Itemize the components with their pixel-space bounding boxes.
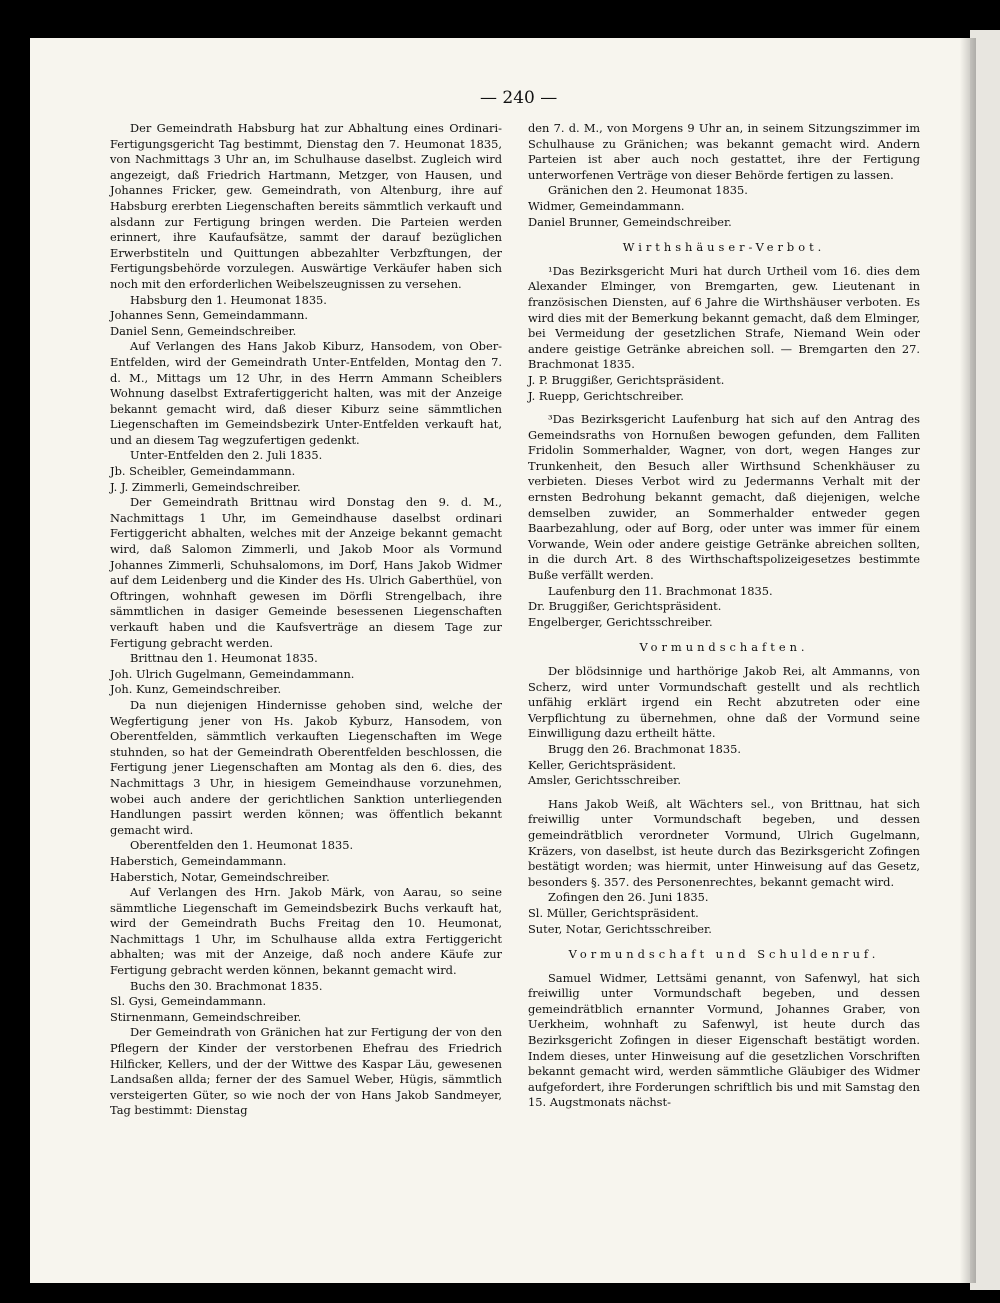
signature: Amsler, Gerichtsschreiber. bbox=[528, 773, 681, 788]
signature: J. J. Zimmerli, Gemeindschreiber. bbox=[110, 479, 301, 494]
signature: J. Ruepp, Gerichtschreiber. bbox=[528, 388, 684, 403]
signature: Jb. Scheibler, Gemeindammann. bbox=[110, 464, 296, 479]
notice-date: Habsburg den 1. Heumonat 1835. bbox=[130, 292, 327, 307]
notice-safenwyl: Samuel Widmer, Lettsämi genannt, von Safenwyl, hat sich freiwillig unter Vormundschaft begeben, und dessen gemeindrätblich ernannter Vormund, Johannes Graber, von Uerkheim, wohnhaft zu Safenwyl, ist heute durch das Bezirksgericht Zofingen in dieser Eigenschaft bestätigt worden. Indem dieses, unter Hinweisung auf die gesetzlichen Vorschriften bekannt gemacht wird, werden sämmtliche Gläubiger des Widmer aufgefordert, ihre Forderungen schriftlich bis und mit Samstag den 15. Augstmonats nächst- bbox=[528, 970, 920, 1110]
signature: Daniel Senn, Gemeindschreiber. bbox=[110, 323, 297, 338]
notice-habsburg: Der Gemeindrath Habsburg hat zur Abhaltung eines Ordinari-Fertigungsgericht Tag bestimmt, Dienstag den 7. Heumonat 1835, von Nachmittags 3 Uhr an, im Schulhause daselbst. Zugleich wird angezeigt, daß Friedrich Hartmann, Metzger, von Hausen, und Johannes Fricker, gew. Gemeindrath, von Altenburg, ihre auf Habsburg ererbten Liegenschaften bereits sämmtlich verkauft und alsdann zur Fertigung bringen werden. Die Parteien werden erinnert, ihre Kaufaufsätze, sammt der darauf bezüglichen Erwerbstiteln und Quittungen abbezahlter Verbzftungen, der Fertigungsbehörde vorzulegen. Auswärtige Verkäufer haben sich noch mit den erforderlichen Weibelszeugnissen zu versehen. bbox=[110, 121, 502, 291]
right-column bbox=[528, 121, 920, 1111]
signature: Haberstich, Gemeindammann. bbox=[110, 853, 287, 868]
notice-date: Gränichen den 2. Heumonat 1835. bbox=[548, 183, 748, 198]
signature: Daniel Brunner, Gemeindschreiber. bbox=[528, 214, 732, 229]
signature: Haberstich, Notar, Gemeindschreiber. bbox=[110, 869, 330, 884]
signature: Sl. Müller, Gerichtspräsident. bbox=[528, 905, 699, 920]
section-heading: Vormundschaften. bbox=[639, 640, 809, 655]
signature: J. P. Bruggißer, Gerichtspräsident. bbox=[528, 372, 725, 387]
notice-scherz: Der blödsinnige und harthörige Jakob Rei, alt Ammanns, von Scherz, wird unter Vormundschaft gestellt und als rechtlich unfähig erklärt irgend ein Recht abzutreten oder eine Verpflichtung zu übernehmen, ohne daß der Vormund seine Einwilligung dazu ertheilt hätte. bbox=[528, 664, 920, 741]
notice-date: Oberentfelden den 1. Heumonat 1835. bbox=[130, 838, 354, 853]
signature: Joh. Kunz, Gemeindschreiber. bbox=[110, 682, 282, 697]
section-heading: Wirthshäuser-Verbot. bbox=[622, 240, 826, 255]
notice-brittnau: Der Gemeindrath Brittnau wird Donstag den 9. d. M., Nachmittags 1 Uhr, im Gemeindhause daselbst ordinari Fertiggericht abhalten, welches mit der Anzeige bekannt gemacht wird, daß Salomon Zimmerli, und Jakob Moor als Vormund Johannes Zimmerli, Schuhsalomons, im Dorf, Hans Jakob Widmer auf dem Leidenberg und die Kinder des Hs. Ulrich Gaberthüel, von Oftringen, wohnhaft gewesen im Dörfli Strengelbach, ihre sämmtlichen in dasiger Gemeinde besessenen Liegenschaften verkauft haben und die Kaufsverträge an diesem Tage zur Fertigung gebracht werden. bbox=[110, 495, 502, 650]
signature: Widmer, Gemeindammann. bbox=[528, 198, 685, 213]
notice-date: Brittnau den 1. Heumonat 1835. bbox=[130, 651, 318, 666]
page-number: — 240 — bbox=[480, 88, 558, 108]
notice-graenichen: Der Gemeindrath von Gränichen hat zur Fertigung der von den Pflegern der Kinder der verstorbenen Ehefrau des Friedrich Hilficker, Kellers, und der der Wittwe des Kaspar Läu, gewesenen Landsaßen allda; ferner der des Samuel Weber, Hügis, sämmtlich versteigerten Güter, so wie noch der von Hans Jakob Sandmeyer, Tag bestimmt: Dienstag bbox=[110, 1025, 502, 1118]
signature: Suter, Notar, Gerichtsschreiber. bbox=[528, 921, 712, 936]
notice-graenichen-cont: den 7. d. M., von Morgens 9 Uhr an, in seinem Sitzungszimmer im Schulhause zu Gränichen; was bekannt gemacht wird. Andern Parteien ist aber auch noch gestattet, ihre der Fertigung unterworfenen Verträge von dieser Behörde fertigen zu lassen. bbox=[528, 121, 920, 182]
signature: Keller, Gerichtspräsident. bbox=[528, 757, 677, 772]
signature: Dr. Bruggißer, Gerichtspräsident. bbox=[528, 599, 722, 614]
notice-date: Unter-Entfelden den 2. Juli 1835. bbox=[130, 448, 323, 463]
notice-brittnau-vormund: Hans Jakob Weiß, alt Wächters sel., von Brittnau, hat sich freiwillig unter Vormundschaft begeben, und dessen gemeindrätblich verordneter Vormund, Ulrich Gugelmann, Kräzers, von daselbst, ist heute durch das Bezirksgericht Zofingen bestätigt worden; was hiermit, unter Hinweisung auf das Gesetz, besonders §. 357. des Personenrechtes, bekannt gemacht wird. bbox=[528, 796, 920, 889]
notice-oberentfelden: Da nun diejenigen Hindernisse gehoben sind, welche der Wegfertigung jener von Hs. Jakob Kyburz, Hansodem, von Oberentfelden, sämmtlich verkauften Liegenschaften im Wege stuhnden, so hat der Gemeindrath Oberentfelden beschlossen, die Fertigung jener Liegenschaften am Montag als den 6. dies, des Nachmittags 3 Uhr, in hiesigem Gemeindhause vorzunehmen, wobei auch andere der gerichtlichen Sanktion unterliegenden Handlungen passirt werden können; was öffentlich bekannt gemacht wird. bbox=[110, 697, 502, 837]
notice-muri: ¹Das Bezirksgericht Muri hat durch Urtheil vom 16. dies dem Alexander Elminger, von Bremgarten, gew. Lieutenant in französischen Diensten, auf 6 Jahre die Wirthshäuser verboten. Es wird dies mit der Bemerkung bekannt gemacht, daß dem Elminger, bei Vermeidung der gesetzlichen Strafe, Niemand Wein oder andere geistige Getränke abreichen soll. — Bremgarten den 27. Brachmonat 1835. bbox=[528, 263, 920, 372]
signature: Sl. Gysi, Gemeindammann. bbox=[110, 994, 267, 1009]
signature: Engelberger, Gerichtsschreiber. bbox=[528, 614, 713, 629]
notice-date: Laufenburg den 11. Brachmonat 1835. bbox=[548, 583, 773, 598]
notice-buchs: Auf Verlangen des Hrn. Jakob Märk, von Aarau, so seine sämmtliche Liegenschaft im Gemeindsbezirk Buchs verkauft hat, wird der Gemeindrath Buchs Freitag den 10. Heumonat, Nachmittags 1 Uhr, im Schulhause allda extra Fertiggericht abhalten; was mit der Anzeige, daß noch andere Käufe zur Fertigung gebracht werden können, bekannt gemacht wird. bbox=[110, 885, 502, 978]
section-heading: Vormundschaft und Schuldenruf. bbox=[568, 947, 880, 962]
signature: Johannes Senn, Gemeindammann. bbox=[110, 308, 309, 323]
notice-unter-entfelden: Auf Verlangen des Hans Jakob Kiburz, Hansodem, von Ober-Entfelden, wird der Gemeindrath Unter-Entfelden, Montag den 7. d. M., Mittags um 12 Uhr, in des Herrn Ammann Scheiblers Wohnung daselbst Extrafertiggericht halten, was mit der Anzeige bekannt gemacht wird, daß dieser Kiburz seine sämmtlichen Liegenschaften im Gemeindsbezirk Unter-Entfelden verkauft hat, und an diesem Tag wegzufertigen gedenkt. bbox=[110, 339, 502, 447]
signature: Stirnenmann, Gemeindschreiber. bbox=[110, 1009, 302, 1024]
gutter-shadow bbox=[960, 38, 976, 1283]
notice-date: Brugg den 26. Brachmonat 1835. bbox=[548, 741, 741, 756]
notice-laufenburg: ³Das Bezirksgericht Laufenburg hat sich auf den Antrag des Gemeindsraths von Hornußen bewogen gefunden, dem Falliten Fridolin Sommerhalder, Wagner, von dort, wegen Hanges zur Trunkenheit, den Besuch aller Wirthsund Schenkhäuser zu verbieten. Dieses Verbot wird zu Jedermanns Verhalt mit der ernsten Bedrohung bekannt gemacht, daß diejenigen, welche demselben zuwider, an Sommerhalder entweder gegen Baarbezahlung, oder auf Borg, oder unter was immer für einem Vorwande, Wein oder andere geistige Getränke abreichen sollten, in die durch Art. 8 des Wirthschaftspolizeigesetzes bestimmte Buße verfällt werden. bbox=[528, 412, 920, 583]
notice-date: Buchs den 30. Brachmonat 1835. bbox=[130, 978, 323, 993]
signature: Joh. Ulrich Gugelmann, Gemeindammann. bbox=[110, 666, 355, 681]
notice-date: Zofingen den 26. Juni 1835. bbox=[548, 890, 709, 905]
left-column bbox=[110, 121, 502, 1119]
